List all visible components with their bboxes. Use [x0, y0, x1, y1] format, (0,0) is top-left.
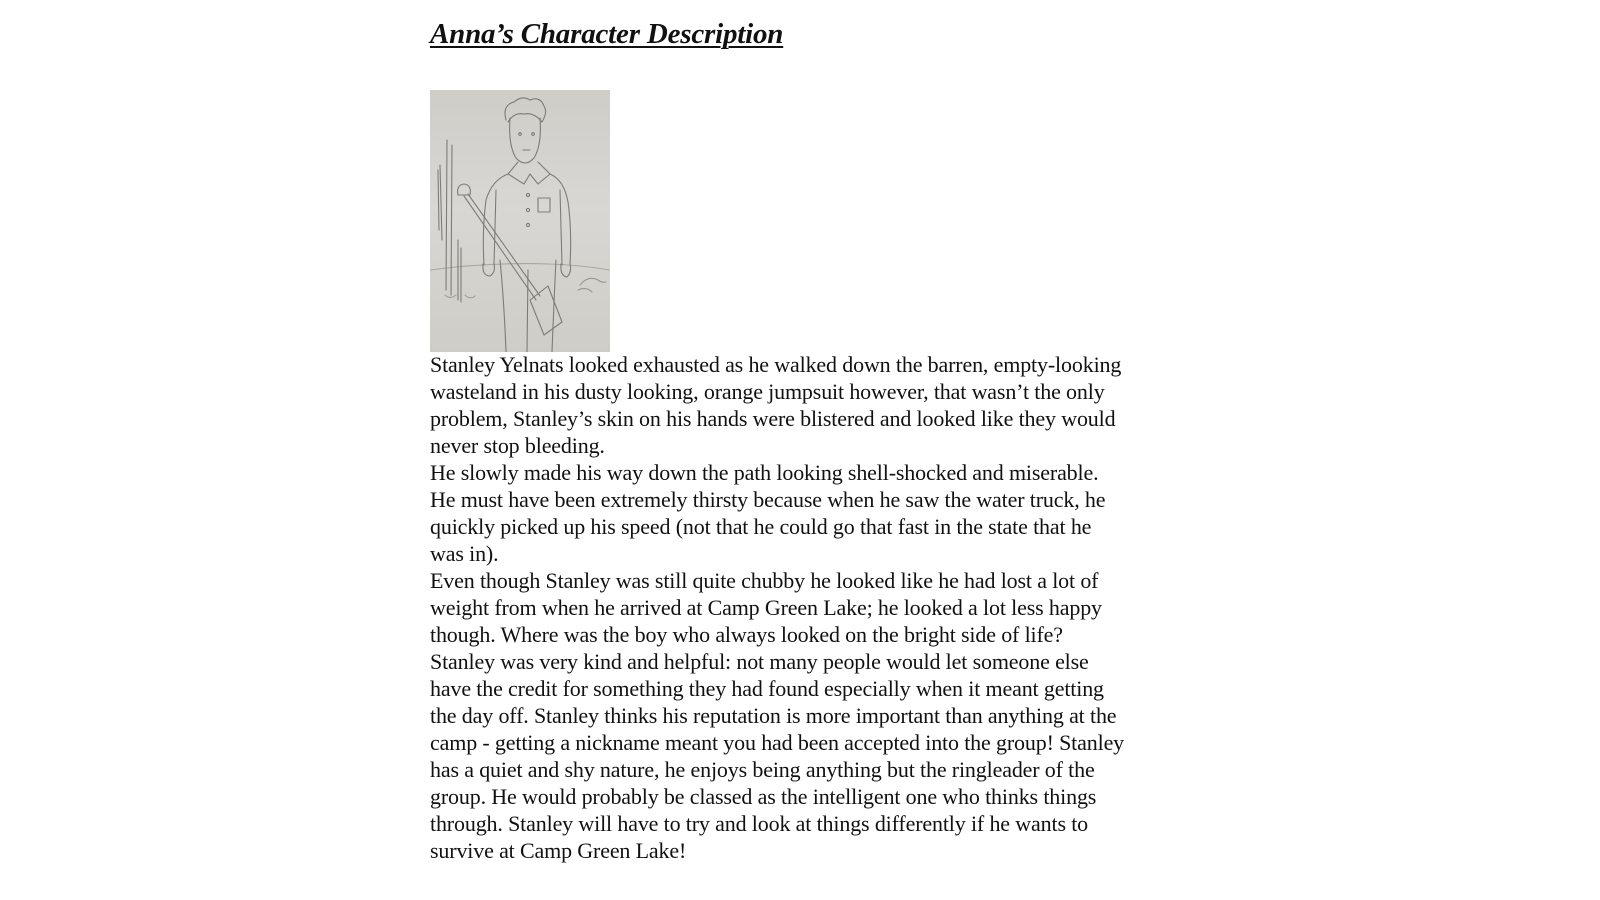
pencil-sketch-icon — [430, 90, 610, 352]
text-line: quickly picked up his speed (not that he could go that fast in the state that he — [430, 514, 1092, 539]
text-line: weight from when he arrived at Camp Green Lake; he looked a lot less happy — [430, 595, 1102, 620]
text-line: Even though Stanley was still quite chubby he looked like he had lost a lot of — [430, 568, 1099, 593]
text-line: wasteland in his dusty looking, orange jumpsuit however, that wasn’t the only — [430, 379, 1105, 404]
text-line: He slowly made his way down the path looking shell-shocked and miserable. — [430, 460, 1099, 485]
page-title: Anna’s Character Description — [430, 18, 784, 50]
text-line: has a quiet and shy nature, he enjoys being anything but the ringleader of the — [430, 757, 1095, 782]
text-line: camp - getting a nickname meant you had been accepted into the group! Stanley — [430, 730, 1125, 755]
text-line: Stanley was very kind and helpful: not many people would let someone else — [430, 649, 1089, 674]
text-line: He must have been extremely thirsty because when he saw the water truck, he — [430, 487, 1106, 512]
text-line: have the credit for something they had found especially when it meant getting — [430, 676, 1104, 701]
text-line: problem, Stanley’s skin on his hands were blistered and looked like they would — [430, 406, 1116, 431]
text-line: the day off. Stanley thinks his reputation is more important than anything at the — [430, 703, 1117, 728]
text-line: never stop bleeding. — [430, 433, 605, 458]
text-line: through. Stanley will have to try and look at things differently if he wants to — [430, 811, 1089, 836]
text-line: survive at Camp Green Lake! — [430, 838, 687, 863]
text-line: group. He would probably be classed as the intelligent one who thinks things — [430, 784, 1097, 809]
character-sketch-image — [430, 90, 610, 352]
character-description-text — [430, 351, 1200, 864]
text-line: was in). — [430, 541, 499, 566]
text-line: Stanley Yelnats looked exhausted as he walked down the barren, empty-looking — [430, 352, 1122, 377]
text-line: though. Where was the boy who always looked on the bright side of life? — [430, 622, 1063, 647]
